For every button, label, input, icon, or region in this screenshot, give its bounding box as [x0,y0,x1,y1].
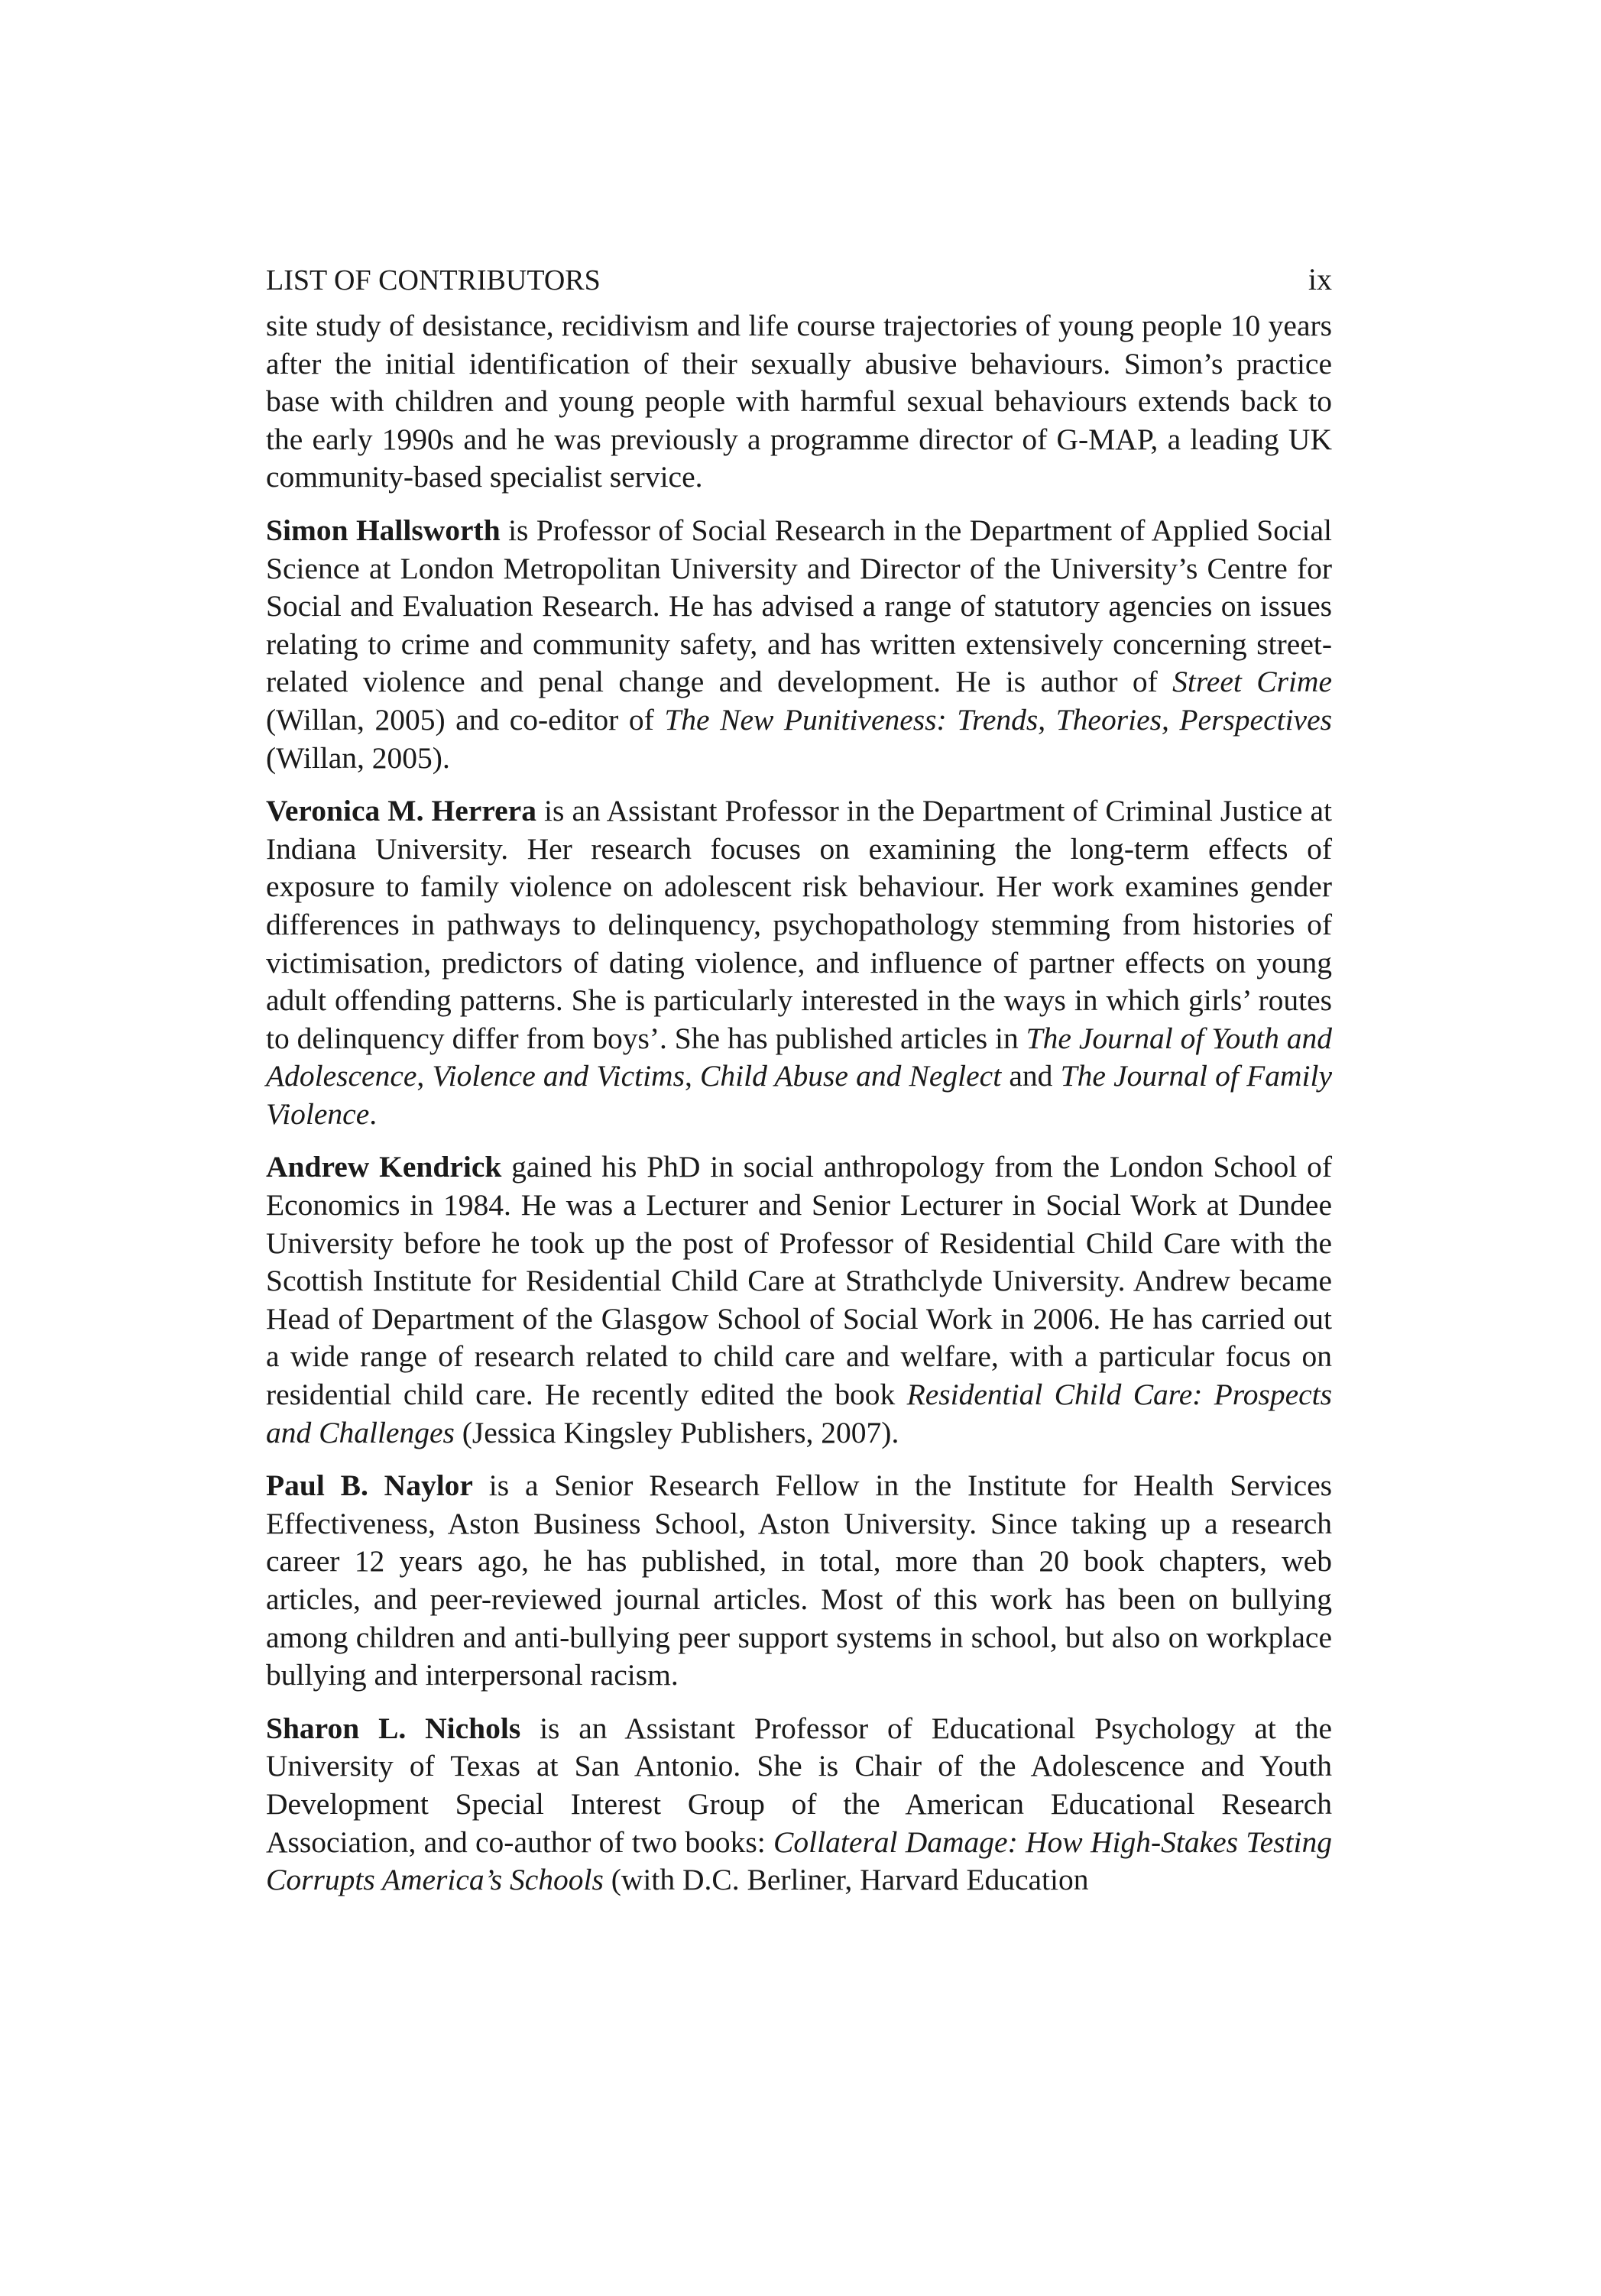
book-page [266,257,1332,1915]
paragraph-text: (Willan, 2005). [266,740,450,775]
publication-title: The New Punitiveness: Trends, Theories, Perspectives [664,702,1332,737]
contributor-name: Sharon L. Nichols [266,1711,521,1745]
contributor-paragraph [266,1710,1332,1899]
paragraph-text: (with D.C. Berliner, Harvard Education [603,1863,1089,1897]
contributor-paragraph [266,307,1332,497]
contributor-paragraph [266,1467,1332,1695]
running-head-title: LIST OF CONTRIBUTORS [266,264,601,296]
paragraph-text: . [369,1096,378,1131]
paragraph-text: is a Senior Research Fellow in the Institute for Health Services Effectiveness, Aston Business School, Aston University. Since taking up a research career 12 years ago, he has published, in total, more than 20 book chapters, web articles, and peer-reviewed journal articles. Most of this work has been on bullying among children and anti-bullying peer support systems in school, but also on workplace bullying and interpersonal racism. [266,1469,1333,1692]
contributor-name: Veronica M. Herrera [266,794,536,828]
contributor-name: Paul B. Naylor [266,1469,473,1503]
paragraph-text: is an Assistant Professor of Educational Psychology at the University of Texas at San Antonio. She is Chair of the Adolescence and Youth Development Special Interest Group of the American Educational Research Association, and co-author of two books: [266,1711,1332,1859]
publication-title: The Journal of Family Violence [266,1059,1333,1131]
paragraph-text: , [416,1059,433,1093]
page-number: ix [1308,262,1332,296]
publication-title: The Journal of Youth and Adolescence [266,1021,1332,1093]
paragraph-text: (Jessica Kingsley Publishers, 2007). [454,1415,899,1449]
paragraph-text: gained his PhD in social anthropology from the London School of Economics in 1984. He was a Lecturer and Senior Lecturer in Social Work at Dundee University before he took up the post of Professor of Residential Child Care with the Scottish Institute for Residential Child Care at Strathclyde University. Andrew became Head of Department of the Glasgow School of Social Work in 2006. He has carried out a wide range of research related to child care and welfare, with a particular focus on residential child care. He recently edited the book [266,1150,1332,1412]
publication-title: Violence and Victims [432,1059,685,1093]
contributor-paragraph [266,512,1332,777]
publication-title: Street Crime [1172,665,1332,699]
publication-title: Collateral Damage: How High-Stakes Testing Corrupts America’s Schools [266,1825,1332,1897]
contributor-paragraph [266,1148,1332,1452]
paragraph-text: site study of desistance, recidivism and life course trajectories of young people 10 years after the initial identification of their sexually abusive behaviours. Simon’s practice base with children and young people with harmful sexual behaviours extends back to the early 1990s and he was previously a programme director of G-MAP, a leading UK community-based specialist service. [266,309,1332,494]
publication-title: Child Abuse and Neglect [700,1059,1002,1093]
paragraph-text: and [1001,1059,1061,1093]
paragraph-text: is an Assistant Professor in the Department of Criminal Justice at Indiana University. Her research focuses on examining the long-term effects of exposure to family violence on adolescent risk behaviour. Her work examines gender differences in pathways to delinquency, psychopathology stemming from histories of victimisation, predictors of dating violence, and influence of partner effects on young adult offending patterns. She is particularly interested in the ways in which girls’ routes to delinquency differ from boys’. She has published articles in [266,794,1332,1055]
contributor-name: Simon Hallsworth [266,513,501,547]
contributor-name: Andrew Kendrick [266,1150,502,1184]
contributor-paragraph [266,792,1332,1133]
running-head [266,257,1332,303]
publication-title: Residential Child Care: Prospects and Challenges [266,1378,1332,1449]
paragraph-text: (Willan, 2005) and co-editor of [266,702,665,737]
paragraph-text: , [684,1059,701,1093]
paragraph-text: is Professor of Social Research in the Department of Applied Social Science at London Metropolitan University and Director of the University’s Centre for Social and Evaluation Research. He has advised a range of statutory agencies on issues relating to crime and community safety, and has written extensively concerning street-related violence and penal change and development. He is author of [266,513,1333,699]
